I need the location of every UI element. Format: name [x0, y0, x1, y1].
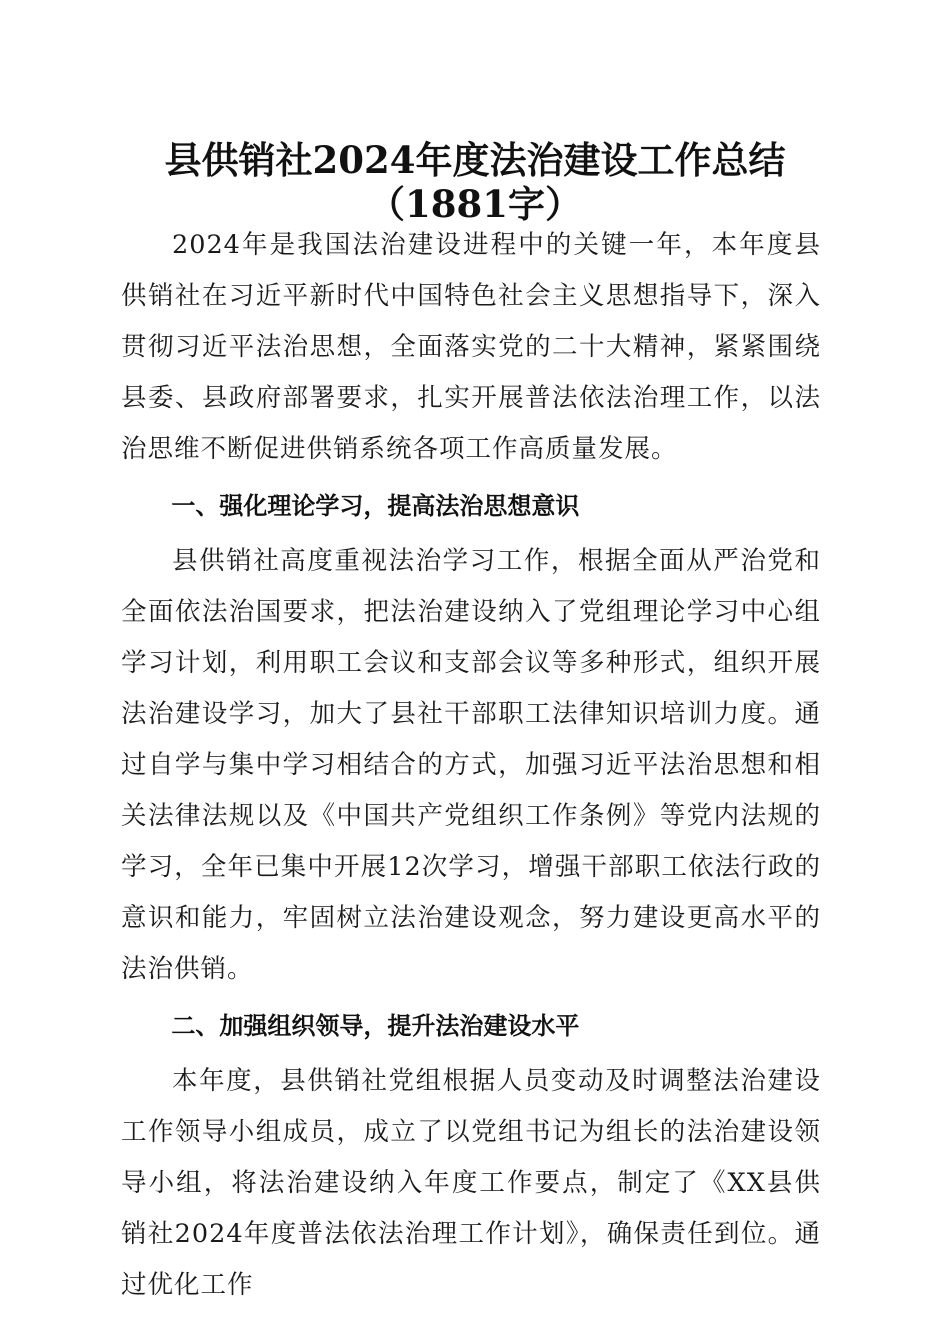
- section-heading-2: 二、加强组织领导，提升法治建设水平: [171, 1012, 580, 1040]
- document-title: 县供销社2024年度法治建设工作总结（1881字）: [164, 138, 786, 226]
- intro-paragraph: 2024年是我国法治建设进程中的关键一年，本年度县供销社在习近平新时代中国特色社会主义思想指导下，深入贯彻习近平法治思想，全面落实党的二十大精神，紧紧围绕县委、县政府部署要求，扎实开展普法依法治理工作，以法治思维不断促进供销系统各项工作高质量发展。: [121, 230, 821, 464]
- document-body: [121, 220, 821, 1311]
- section-1-paragraph: 县供销社高度重视法治学习工作，根据全面从严治党和全面依法治国要求，把法治建设纳入了党组理论学习中心组学习计划，利用职工会议和支部会议等多种形式，组织开展法治建设学习，加大了县社干部职工法律知识培训力度。通过自学与集中学习相结合的方式，加强习近平法治思想和相关法律法规以及《中国共产党组织工作条例》等党内法规的学习，全年已集中开展12次学习，增强干部职工依法行政的意识和能力，牢固树立法治建设观念，努力建设更高水平的法治供销。: [121, 546, 821, 984]
- section-heading-1: 一、强化理论学习，提高法治思想意识: [171, 492, 580, 520]
- section-2-paragraph: 本年度，县供销社党组根据人员变动及时调整法治建设工作领导小组成员，成立了以党组书记为组长的法治建设领导小组，将法治建设纳入年度工作要点，制定了《XX县供销社2024年度普法依法治理工作计划》，确保责任到位。通过优化工作: [121, 1066, 821, 1300]
